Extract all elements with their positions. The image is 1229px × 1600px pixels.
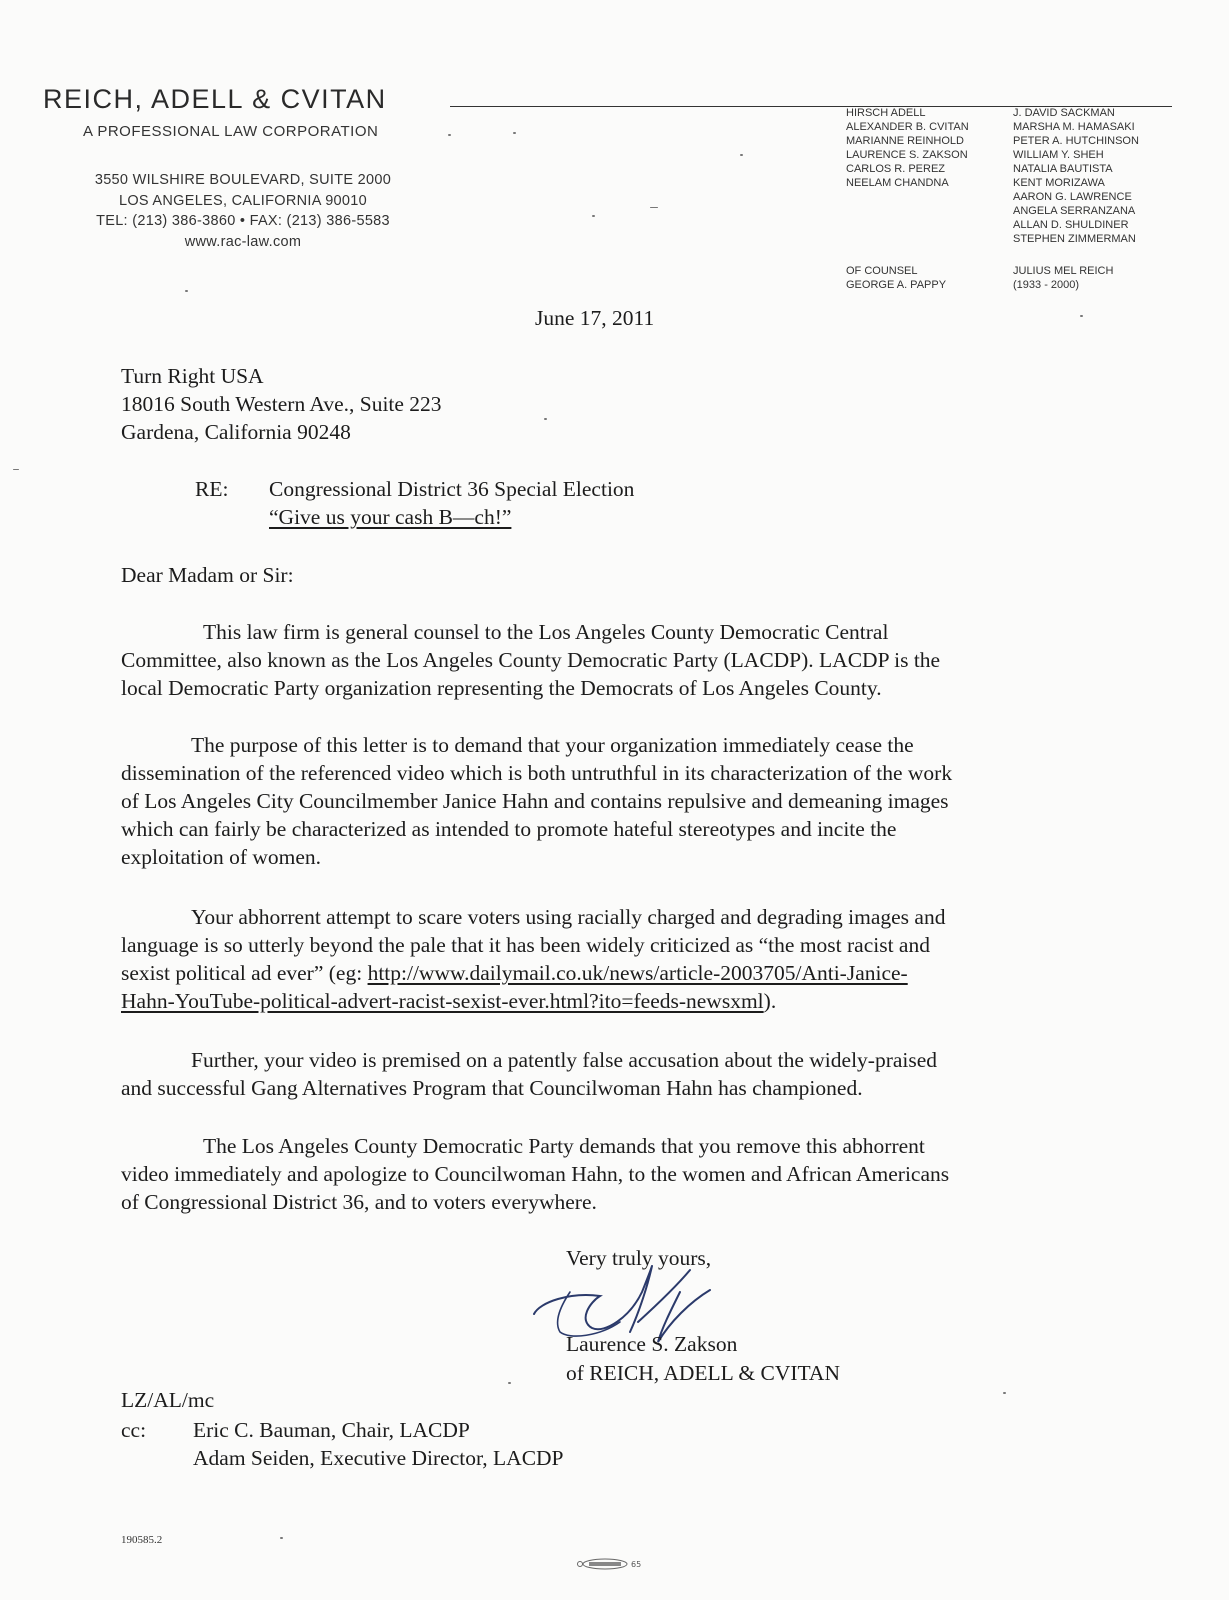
union-bug-icon <box>575 1557 645 1571</box>
paragraph-line: This law firm is general counsel to the Los Angeles County Democratic Central <box>203 620 889 644</box>
of-counsel-label: OF COUNSEL <box>846 265 918 277</box>
cc-recipient: Adam Seiden, Executive Director, LACDP <box>193 1446 564 1470</box>
partner-name: NATALIA BAUTISTA <box>1013 163 1113 175</box>
paragraph-line: of Congressional District 36, and to voters everywhere. <box>121 1190 597 1214</box>
partner-name: CARLOS R. PEREZ <box>846 163 946 175</box>
re-label: RE: <box>195 477 229 501</box>
partners-column-1 <box>846 106 969 190</box>
address-line: LOS ANGELES, CALIFORNIA 90010 <box>118 192 368 209</box>
recipient-line: 18016 South Western Ave., Suite 223 <box>121 392 442 416</box>
paragraph-line: Further, your video is premised on a patently false accusation about the widely-praised <box>191 1048 938 1072</box>
paragraph-5 <box>121 1132 1081 1216</box>
cc-recipient: Eric C. Bauman, Chair, LACDP <box>193 1418 470 1442</box>
paragraph-text: sexist political ad ever” (eg: <box>121 961 368 985</box>
paragraph-line: language is so utterly beyond the pale that it has been widely criticized as “the most racist and <box>121 933 930 957</box>
subject-quote: “Give us your cash B—ch!” <box>269 505 512 529</box>
partners-column-2 <box>1013 106 1139 246</box>
reference-initials: LZ/AL/mc <box>121 1388 215 1412</box>
paragraph-line: local Democratic Party organization representing the Democrats of Los Angeles County. <box>121 676 882 700</box>
partner-name: AARON G. LAWRENCE <box>1013 191 1132 203</box>
of-counsel <box>846 264 946 292</box>
paragraph-line: The purpose of this letter is to demand that your organization immediately cease the <box>191 733 914 757</box>
partner-name: ALEXANDER B. CVITAN <box>846 121 969 133</box>
address-line: 3550 WILSHIRE BOULEVARD, SUITE 2000 <box>94 172 392 188</box>
partner-name: LAURENCE S. ZAKSON <box>846 149 968 161</box>
cc-list <box>193 1416 564 1472</box>
website: www.rac-law.com <box>184 233 302 250</box>
paragraph-line: dissemination of the referenced video which is both untruthful in its characterization of the work <box>121 761 953 785</box>
partner-name: HIRSCH ADELL <box>846 107 926 119</box>
recipient-line: Gardena, California 90248 <box>121 420 351 444</box>
paragraph-4 <box>121 1046 1081 1102</box>
paragraph-line: The Los Angeles County Democratic Party demands that you remove this abhorrent <box>203 1134 925 1158</box>
firm-name: REICH, ADELL & CVITAN <box>43 84 387 114</box>
paragraph-line: exploitation of women. <box>121 845 322 869</box>
svg-text:65: 65 <box>631 1560 642 1569</box>
salutation: Dear Madam or Sir: <box>121 563 294 587</box>
founder <box>1013 264 1113 292</box>
recipient-address <box>121 362 442 446</box>
of-counsel-name: GEORGE A. PAPPY <box>846 279 947 291</box>
paragraph-line: Committee, also known as the Los Angeles County Democratic Party (LACDP). LACDP is the <box>121 648 941 672</box>
partner-name: J. DAVID SACKMAN <box>1013 107 1115 119</box>
signer-name: Laurence S. Zakson <box>566 1332 738 1356</box>
paragraph-line: video immediately and apologize to Councilwoman Hahn, to the women and African Americans <box>121 1162 950 1186</box>
firm-address <box>73 170 413 252</box>
partner-name: ANGELA SERRANZANA <box>1013 205 1136 217</box>
paragraph-line: and successful Gang Alternatives Program that Councilwoman Hahn has championed. <box>121 1076 863 1100</box>
paragraph-text: ). <box>763 989 777 1013</box>
partner-name: MARSHA M. HAMASAKI <box>1013 121 1135 133</box>
subject-line: Congressional District 36 Special Election <box>269 477 635 501</box>
paragraph-line: which can fairly be characterized as intended to promote hateful stereotypes and incite the <box>121 817 897 841</box>
recipient-line: Turn Right USA <box>121 364 264 388</box>
letter-date: June 17, 2011 <box>535 306 655 330</box>
partner-name: WILLIAM Y. SHEH <box>1013 149 1104 161</box>
paragraph-line: of Los Angeles City Councilmember Janice Hahn and contains repulsive and demeaning images <box>121 789 949 813</box>
phone-fax: TEL: (213) 386-3860 • FAX: (213) 386-5583 <box>96 213 390 229</box>
founder-name: JULIUS MEL REICH <box>1013 265 1114 277</box>
paragraph-line: Your abhorrent attempt to scare voters using racially charged and degrading images and <box>191 905 946 929</box>
firm-type: A PROFESSIONAL LAW CORPORATION <box>83 123 379 140</box>
article-link[interactable]: http://www.dailymail.co.uk/news/article-2003705/Anti-Janice- <box>367 961 908 985</box>
document-number: 190585.2 <box>121 1534 163 1546</box>
founder-years: (1933 - 2000) <box>1013 279 1080 291</box>
partner-name: MARIANNE REINHOLD <box>846 135 964 147</box>
paragraph-3 <box>121 903 1081 1015</box>
signer-firm: of REICH, ADELL & CVITAN <box>566 1361 840 1385</box>
partner-name: STEPHEN ZIMMERMAN <box>1013 233 1136 245</box>
article-link-continued[interactable]: Hahn-YouTube-political-advert-racist-sexist-ever.html?ito=feeds-newsxml <box>121 989 764 1013</box>
partner-name: ALLAN D. SHULDINER <box>1013 219 1129 231</box>
partner-name: KENT MORIZAWA <box>1013 177 1105 189</box>
subject <box>269 475 634 531</box>
paragraph-1 <box>121 618 1081 702</box>
paragraph-2 <box>121 731 1081 871</box>
cc-label: cc: <box>121 1418 147 1442</box>
partner-name: NEELAM CHANDNA <box>846 177 949 189</box>
closing: Very truly yours, <box>566 1246 712 1270</box>
partner-name: PETER A. HUTCHINSON <box>1013 135 1139 147</box>
